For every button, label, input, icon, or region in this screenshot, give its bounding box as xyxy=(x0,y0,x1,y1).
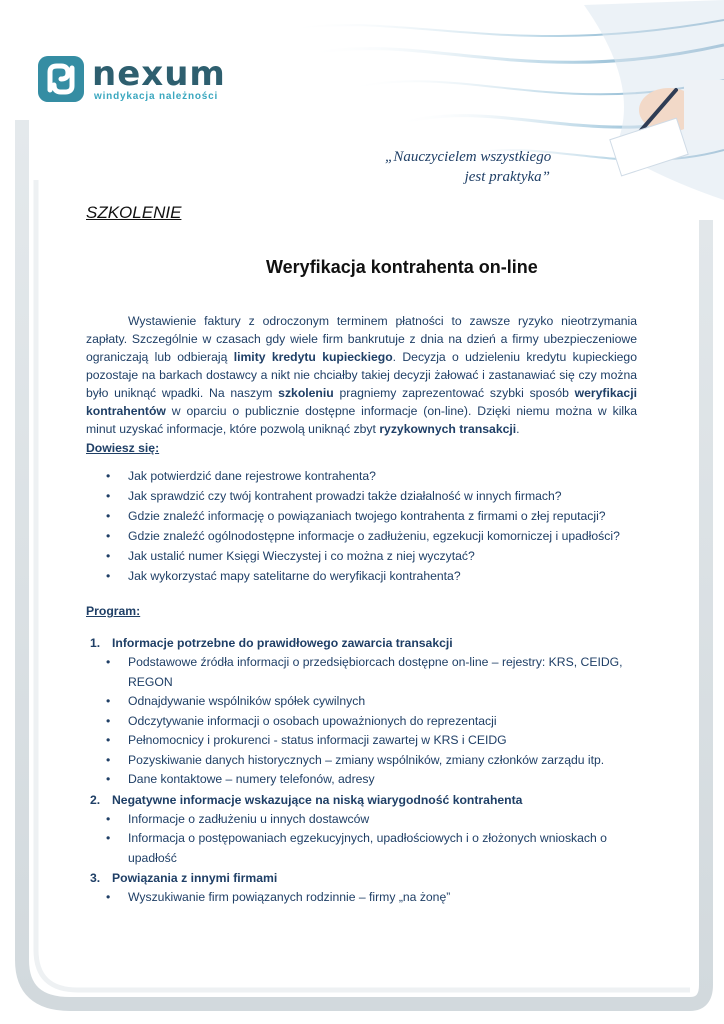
list-item: • Informacje o zadłużeniu u innych dostawców xyxy=(106,811,370,826)
list-item: • Gdzie znaleźć ogólnodostępne informacje o zadłużeniu, egzekucji komorniczej i upadłości? xyxy=(106,529,620,543)
program-list xyxy=(86,633,646,908)
intro-bold: ryzykownych transakcji xyxy=(379,422,517,436)
list-item: • Dane kontaktowe – numery telefonów, adresy xyxy=(106,772,375,786)
intro-bold: limity kredytu kupieckiego xyxy=(233,350,393,364)
program-heading: Program: xyxy=(86,604,141,618)
program-section-1: 1. Informacje potrzebne do prawidłowego zawarcia transakcji xyxy=(90,636,453,650)
list-item: • Jak potwierdzić dane rejestrowe kontrahenta? xyxy=(106,469,376,483)
list-item: • Jak ustalić numer Księgi Wieczystej i co można z niej wyczytać? xyxy=(106,549,475,563)
list-item: • Podstawowe źródła informacji o przedsiębiorcach dostępne on-line – rejestry: KRS, CEIDG, REGON xyxy=(106,655,623,689)
nexum-logo xyxy=(38,56,228,104)
intro-text: w oparciu o publicznie dostępne informacje (on-line). Dzięki niemu można w kilka minut uzyskać informacje, które pozwolą uniknąć zbyt xyxy=(86,404,637,436)
intro-text: pragniemy zaprezentować szybki sposób xyxy=(333,386,575,400)
logo-name: nexum xyxy=(92,54,226,94)
list-item: • Wyszukiwanie firm powiązanych rodzinnie – firmy „na żonę” xyxy=(106,890,451,904)
program-section-3: 3. Powiązania z innymi firmami xyxy=(90,871,278,885)
program-section-2: 2. Negatywne informacje wskazujące na niską wiarygodność kontrahenta xyxy=(90,792,523,807)
list-item: • Informacja o postępowaniach egzekucyjnych, upadłościowych i o złożonych wnioskach o upadłość xyxy=(106,831,607,865)
list-item: • Gdzie znaleźć informację o powiązaniach twojego kontrahenta z firmami o złej reputacji? xyxy=(106,509,606,523)
intro-text: . xyxy=(516,422,520,436)
intro-text: . Decyzja o udzieleniu kredytu kupieckiego pozostaje na barkach dostawcy a nikt nie chciałby takiej decyzji żałować i zastanawiać się czy można było uniknąć wpadki. Na naszym xyxy=(86,350,637,400)
nexum-logo-icon xyxy=(38,56,84,102)
learn-list xyxy=(86,466,646,586)
quote-line-1: „Nauczycielem wszystkiego xyxy=(385,149,552,165)
intro-text: Wystawienie faktury z odroczonym terminem płatności to zawsze ryzyko nieotrzymania zapłaty. Szczególnie w czasach gdy wiele firm bankrutuje z dnia na dzień a firmy ubezpieczeniowe ograniczają lub odbierają xyxy=(86,314,637,364)
section-label: SZKOLENIE xyxy=(86,203,182,222)
learn-heading: Dowiesz się: xyxy=(86,441,160,455)
intro-bold: szkoleniu xyxy=(278,386,334,400)
logo-tagline: windykacja należności xyxy=(94,91,219,102)
list-item: • Pozyskiwanie danych historycznych – zmiany wspólników, zmiany członków zarządu itp. xyxy=(106,752,605,767)
list-item: • Jak wykorzystać mapy satelitarne do weryfikacji kontrahenta? xyxy=(106,569,461,583)
page-title: Weryfikacja kontrahenta on-line xyxy=(266,257,538,277)
quote-line-2: jest praktyka” xyxy=(464,169,550,185)
intro-bold: weryfikacji kontrahentów xyxy=(86,386,637,418)
list-item: • Odczytywanie informacji o osobach upoważnionych do reprezentacji xyxy=(106,713,497,728)
motto-quote xyxy=(385,147,560,187)
intro-paragraph xyxy=(86,312,637,438)
list-item: • Pełnomocnicy i prokurenci - status informacji zawartej w KRS i CEIDG xyxy=(106,733,507,747)
list-item: • Odnajdywanie wspólników spółek cywilnych xyxy=(106,694,366,708)
list-item: • Jak sprawdzić czy twój kontrahent prowadzi także działalność w innych firmach? xyxy=(106,489,562,503)
